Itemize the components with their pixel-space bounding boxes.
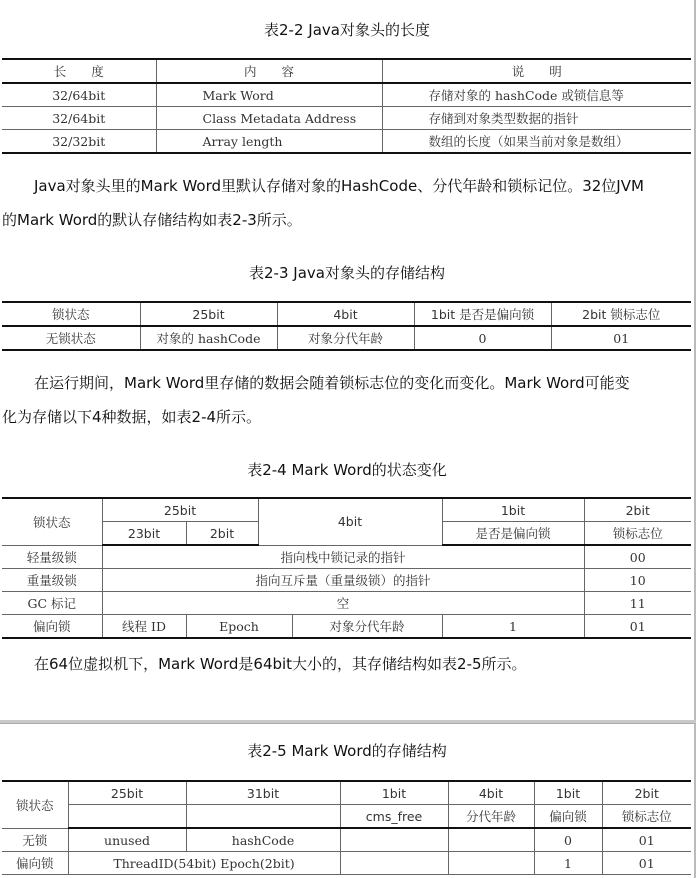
cell-flag: 01 — [602, 828, 691, 852]
header-flag: 锁标志位 — [584, 522, 691, 546]
cell-flag: 10 — [584, 569, 691, 592]
table-row — [2, 326, 691, 350]
cell-thread-id: 线程 ID — [102, 615, 186, 639]
table-2-2 — [2, 58, 691, 154]
cell-content: Array length — [156, 130, 382, 154]
cell-biased: 0 — [534, 828, 602, 852]
cell-lock-state: 无锁状态 — [2, 326, 140, 350]
cell-length: 32/32bit — [2, 130, 156, 154]
header-lock-state: 锁状态 — [2, 302, 140, 326]
cell-age: 对象分代年龄 — [292, 615, 442, 639]
cell-lock-state: 重量级锁 — [2, 569, 102, 592]
table-2-3 — [2, 301, 691, 351]
header-2bit: 2bit — [602, 781, 691, 805]
cell-biased: 1 — [442, 615, 584, 639]
cell-hashcode: hashCode — [186, 828, 340, 852]
cell-flag: 11 — [584, 592, 691, 615]
header-2bit-flag: 2bit 锁标志位 — [551, 302, 691, 326]
header-23bit: 23bit — [102, 522, 186, 546]
header-31bit: 31bit — [186, 781, 340, 805]
cell-flag: 01 — [584, 615, 691, 639]
cell-description: 数组的长度（如果当前对象是数组） — [382, 130, 691, 154]
header-25bit: 25bit — [68, 781, 186, 805]
header-2bit-sub: 2bit — [186, 522, 258, 546]
cell-length: 32/64bit — [2, 107, 156, 130]
cell-hashcode: 对象的 hashCode — [140, 326, 277, 350]
table-2-2-caption: 表2-2 Java对象头的长度 — [264, 21, 430, 39]
table-row — [2, 828, 691, 852]
header-empty — [68, 805, 186, 829]
cell-lock-state: 轻量级锁 — [2, 545, 102, 569]
table-header-row — [2, 302, 691, 326]
cell-unused: unused — [68, 828, 186, 852]
header-length: 长 度 — [2, 59, 156, 83]
header-4bit: 4bit — [277, 302, 414, 326]
cell-lock-state: GC 标记 — [2, 592, 102, 615]
table-row — [2, 130, 691, 154]
header-age: 分代年龄 — [448, 805, 534, 829]
cell-content: 指向栈中锁记录的指针 — [102, 545, 584, 569]
header-25bit: 25bit — [102, 498, 258, 522]
table-row — [2, 107, 691, 130]
cell-description: 存储到对象类型数据的指针 — [382, 107, 691, 130]
cell-content: 空 — [102, 592, 584, 615]
header-biased: 偏向锁 — [534, 805, 602, 829]
table-2-4 — [2, 497, 691, 639]
cell-empty — [448, 852, 534, 875]
cell-biased: 1 — [534, 852, 602, 875]
header-description: 说 明 — [382, 59, 691, 83]
cell-lock-state: 偏向锁 — [2, 852, 68, 875]
header-1bit: 1bit — [442, 498, 584, 522]
paragraph-1-line-2: 的Mark Word的默认存储结构如表2-3所示。 — [2, 211, 302, 229]
cell-description: 存储对象的 hashCode 或锁信息等 — [382, 83, 691, 107]
header-lock-state: 锁状态 — [2, 498, 102, 545]
header-1bit-cms: 1bit — [340, 781, 448, 805]
header-1bit-biased: 1bit — [534, 781, 602, 805]
paragraph-2-line-2: 化为存储以下4种数据，如表2-4所示。 — [2, 408, 262, 426]
paragraph-3-line-1: 在64位虚拟机下，Mark Word是64bit大小的，其存储结构如表2-5所示。 — [34, 655, 527, 673]
cell-empty — [340, 828, 448, 852]
cell-age: 对象分代年龄 — [277, 326, 414, 350]
cell-flag: 01 — [551, 326, 691, 350]
header-4bit: 4bit — [448, 781, 534, 805]
table-header-row — [2, 498, 691, 522]
paragraph-1-line-1: Java对象头里的Mark Word里默认存储对象的HashCode、分代年龄和锁标记位。32位JVM — [34, 177, 644, 195]
header-4bit: 4bit — [258, 498, 442, 545]
cell-content: 指向互斥量（重量级锁）的指针 — [102, 569, 584, 592]
paragraph-2-line-1: 在运行期间，Mark Word里存储的数据会随着锁标志位的变化而变化。Mark Word可能变 — [34, 374, 630, 392]
header-25bit: 25bit — [140, 302, 277, 326]
cell-flag: 01 — [602, 852, 691, 875]
table-header-row — [2, 781, 691, 805]
header-empty — [186, 805, 340, 829]
cell-biased: 0 — [414, 326, 551, 350]
table-row — [2, 569, 691, 592]
cell-flag: 00 — [584, 545, 691, 569]
table-header-row — [2, 805, 691, 829]
header-content: 内 容 — [156, 59, 382, 83]
cell-length: 32/64bit — [2, 83, 156, 107]
cell-content: Mark Word — [156, 83, 382, 107]
table-header-row — [2, 59, 691, 83]
table-2-4-caption: 表2-4 Mark Word的状态变化 — [247, 461, 447, 479]
table-row — [2, 592, 691, 615]
header-lock-state: 锁状态 — [2, 781, 68, 828]
cell-content: Class Metadata Address — [156, 107, 382, 130]
header-biased: 是否是偏向锁 — [442, 522, 584, 546]
cell-epoch: Epoch — [186, 615, 292, 639]
table-2-5 — [2, 780, 691, 875]
header-cms-free: cms_free — [340, 805, 448, 829]
header-2bit: 2bit — [584, 498, 691, 522]
table-2-5-caption: 表2-5 Mark Word的存储结构 — [247, 742, 447, 760]
cell-lock-state: 无锁 — [2, 828, 68, 852]
table-2-3-caption: 表2-3 Java对象头的存储结构 — [249, 264, 445, 282]
header-1bit-biased: 1bit 是否是偏向锁 — [414, 302, 551, 326]
cell-thread-id-epoch: ThreadID(54bit) Epoch(2bit) — [68, 852, 340, 875]
cell-empty — [448, 828, 534, 852]
table-row — [2, 83, 691, 107]
table-row — [2, 852, 691, 875]
cell-empty — [340, 852, 448, 875]
table-row — [2, 545, 691, 569]
table-row — [2, 615, 691, 639]
header-flag: 锁标志位 — [602, 805, 691, 829]
cell-lock-state: 偏向锁 — [2, 615, 102, 639]
